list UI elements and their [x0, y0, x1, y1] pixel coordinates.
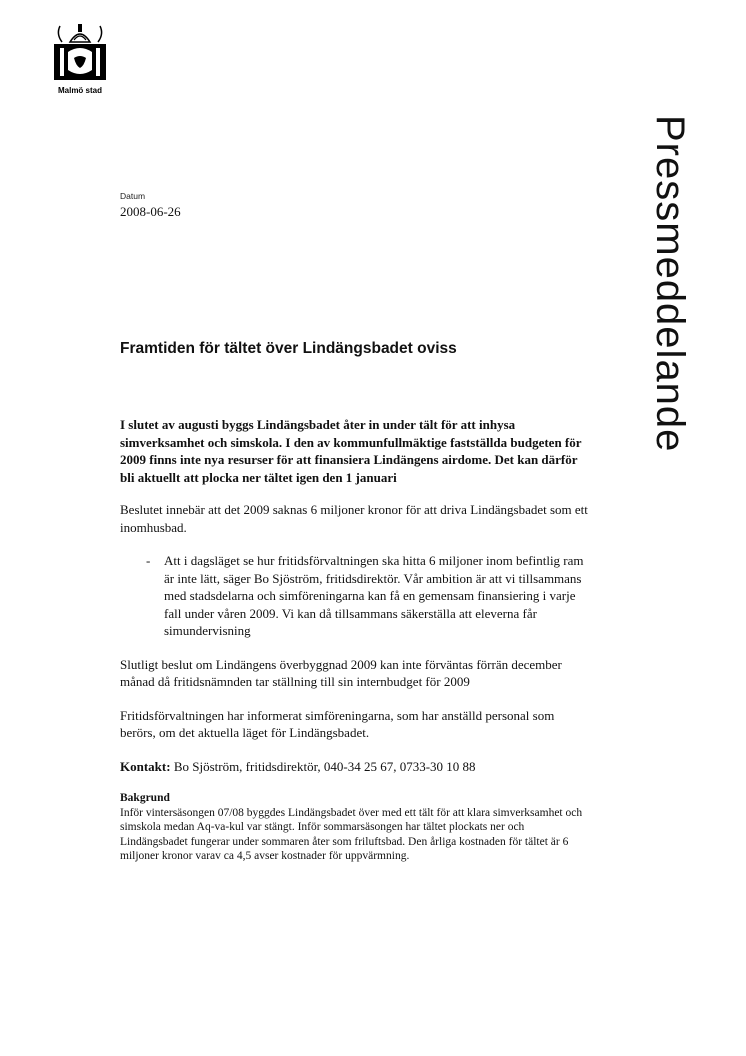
contact-label: Kontakt:	[120, 758, 171, 774]
quote-text: Att i dagsläget se hur fritidsförvaltningen ska hitta 6 miljoner inom befintlig ram är inte lätt, säger Bo Sjöström, fritidsdirektör. Vår ambition är att vi tillsammans med stadsdelarna och simföreningarna kan få en gemensam finansiering i varje fall under våren 2009. Vi kan då tillsammans säkerställa att eleverna får simundervisning	[164, 553, 584, 638]
body-paragraph-2: Slutligt beslut om Lindängens överbyggnad 2009 kan inte förväntas förrän december månad då fritidsnämnden tar ställning till sin internbudget för 2009	[120, 656, 562, 689]
background-text: Inför vintersäsongen 07/08 byggdes Lindängsbadet över med ett tält för att klara simverksamhet och simskola medan Aq-va-kul var stängt. Inför sommarsäsongen har tältet plockats ner och Lindängsbadet fungerar under sommaren åter som friluftsbad. Den årliga kostnaden för tältet är 6 miljoner kronor varav ca 4,5 avser kostnader för uppvärmning.	[120, 806, 583, 862]
press-release-body	[120, 416, 588, 864]
quote-block	[120, 552, 588, 640]
date-label: Datum	[120, 191, 146, 201]
malmo-stad-logo	[48, 22, 112, 98]
document-type-title: Pressmeddelande	[648, 115, 692, 453]
contact-details: Bo Sjöström, fritidsdirektör, 040-34 25 67, 0733-30 10 88	[170, 758, 476, 774]
body-paragraph-1: Beslutet innebär att det 2009 saknas 6 miljoner kronor för att driva Lindängsbadet som ett inomhusbad.	[120, 502, 588, 535]
date-value: 2008-06-26	[120, 204, 181, 219]
background-heading: Bakgrund	[120, 792, 170, 804]
lead-paragraph: I slutet av augusti byggs Lindängsbadet åter in under tält för att inhysa simverksamhet och simskola. I den av kommunfullmäktige fastställda budgeten för 2009 finns inte nya resurser för att finansiera Lindängens airdome. Det kan därför bli aktuellt att plocka ner tältet igen den 1 januari	[120, 417, 582, 485]
contact-line	[120, 758, 588, 776]
bullet-dash: -	[146, 553, 151, 568]
background-section	[120, 791, 588, 864]
body-paragraph-3: Fritidsförvaltningen har informerat simföreningarna, som har anställd personal som berörs, om det aktuella läget för Lindängsbadet.	[120, 707, 555, 740]
logo-caption: Malmö stad	[57, 86, 102, 95]
headline: Framtiden för tältet över Lindängsbadet oviss	[120, 340, 457, 357]
coat-of-arms-icon	[48, 22, 112, 84]
